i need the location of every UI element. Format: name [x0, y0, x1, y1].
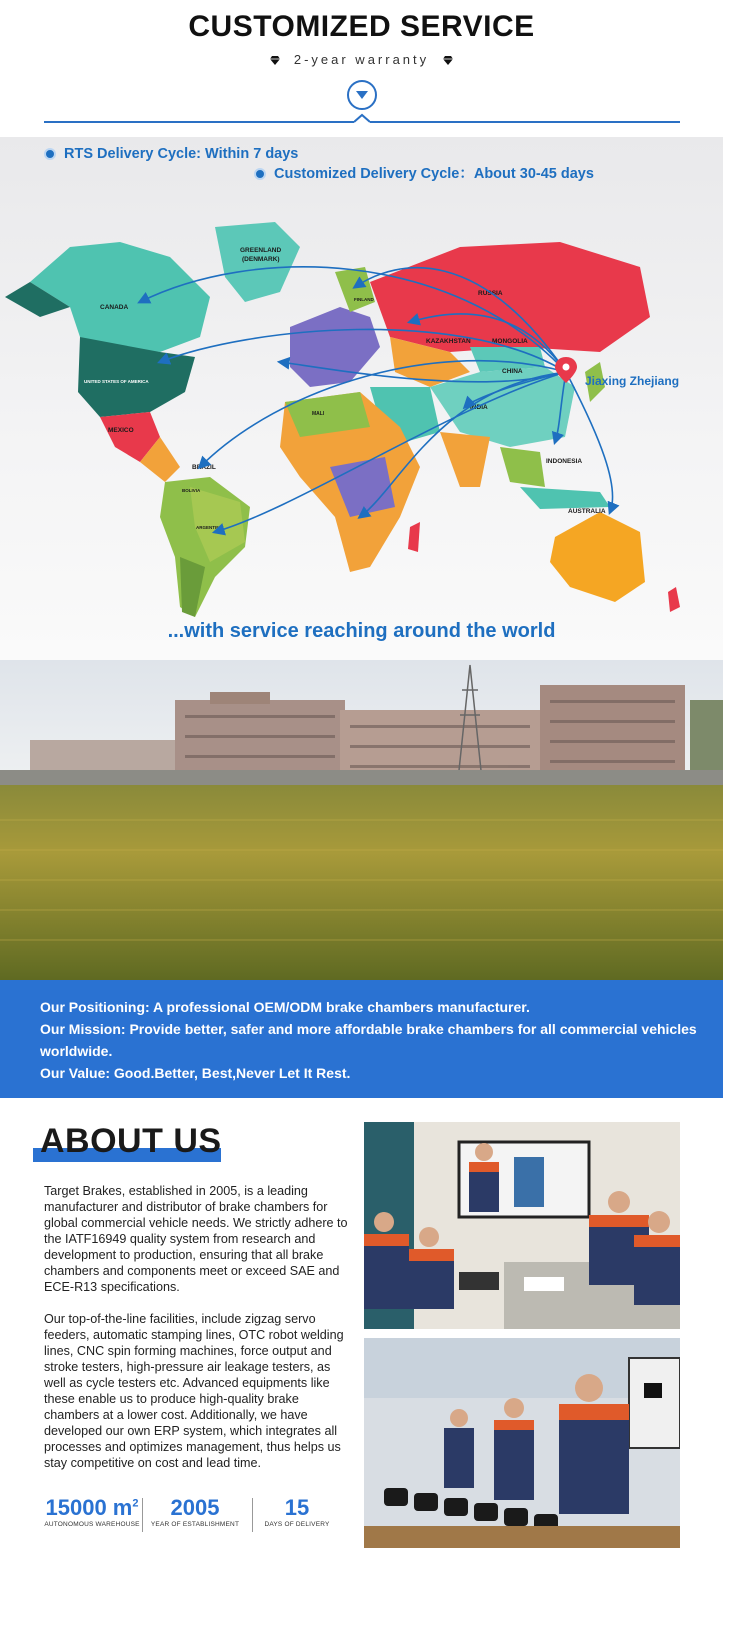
chevron-down-icon[interactable] — [347, 80, 377, 110]
label-brazil: BRAZIL — [192, 464, 216, 471]
label-russia: RUSSIA — [478, 290, 503, 297]
header-divider-right — [370, 121, 680, 123]
label-india: INDIA — [470, 404, 488, 411]
page-title: CUSTOMIZED SERVICE — [188, 10, 535, 43]
factory-photo — [0, 660, 723, 980]
stat-label: AUTONOMOUS WAREHOUSE — [44, 1521, 140, 1528]
label-kazakhstan: KAZAKHSTAN — [426, 338, 471, 345]
warranty-text: 2-year warranty — [293, 52, 430, 67]
rts-delivery-item — [44, 146, 298, 162]
label-greenland-sub: (DENMARK) — [242, 256, 280, 263]
label-mongolia: MONGOLIA — [492, 338, 528, 345]
stat-label: DAYS OF DELIVERY — [264, 1521, 330, 1528]
label-australia: AUSTRALIA — [568, 508, 606, 515]
russia-shape — [370, 242, 650, 352]
label-bolivia: BOLIVIA — [182, 488, 201, 493]
world-map-section — [0, 137, 723, 660]
mission-text: Our Mission: Provide better, safer and more affordable brake chambers for all commercial vehicles worldwide. — [40, 1021, 697, 1059]
stat-delivery — [262, 1495, 332, 1528]
header-divider-left — [44, 121, 354, 123]
tagline: ...with service reaching around the world — [167, 620, 556, 642]
label-usa: UNITED STATES OF AMERICA — [84, 379, 149, 384]
label-canada: CANADA — [100, 304, 129, 311]
about-body — [44, 1183, 354, 1487]
label-mali: MALI — [312, 411, 325, 417]
usa-shape — [78, 337, 195, 417]
custom-delivery-text: Customized Delivery Cycle：About 30-45 days — [274, 166, 594, 182]
se-asia-shape — [500, 447, 545, 487]
bullet-icon — [44, 148, 56, 160]
indonesia-shape — [520, 487, 610, 509]
custom-delivery-item — [254, 162, 594, 183]
value-text: Our Value: Good.Better, Best,Never Let It Rest. — [40, 1065, 351, 1081]
stat-value: 15 — [284, 1495, 310, 1520]
world-map — [0, 187, 723, 617]
label-argentina: ARGENTINA — [196, 525, 223, 530]
warranty-subtitle — [0, 52, 723, 67]
about-paragraph-1: Target Brakes, established in 2005, is a leading manufacturer and distributor of brake chambers for global commercial vehicle needs. We strictly adhere to the IATF16949 quality system from research and development to production, ensuring that all brake chambers and components meet or exceed SAE and ECE-R13 specifications. — [44, 1184, 348, 1294]
stat-divider — [142, 1498, 143, 1532]
europe-shape — [290, 307, 380, 387]
origin-label: Jiaxing Zhejiang — [585, 374, 680, 388]
label-mexico: MEXICO — [108, 427, 134, 434]
stat-value: 15000 m — [45, 1495, 133, 1520]
divider-notch — [354, 112, 370, 128]
stat-divider — [252, 1498, 253, 1532]
training-room-photo — [364, 1122, 680, 1329]
stat-sup: 2 — [132, 1497, 139, 1510]
new-zealand-shape — [668, 587, 680, 612]
diamond-icon — [443, 56, 453, 65]
stat-label: YEAR OF ESTABLISHMENT — [150, 1521, 240, 1528]
production-line-photo — [364, 1338, 680, 1548]
bullet-icon — [254, 168, 266, 180]
india-shape — [440, 432, 490, 487]
canada-shape — [30, 242, 210, 352]
stat-value: 2005 — [170, 1495, 220, 1520]
australia-shape — [550, 512, 645, 602]
label-china: CHINA — [502, 368, 523, 375]
madagascar-shape — [408, 522, 420, 552]
label-greenland: GREENLAND — [240, 247, 282, 254]
about-title: ABOUT US — [40, 1122, 222, 1160]
mission-band — [0, 980, 723, 1098]
stat-establishment — [150, 1495, 240, 1528]
label-indonesia: INDONESIA — [546, 458, 583, 465]
diamond-icon — [270, 56, 280, 65]
about-paragraph-2: Our top-of-the-line facilities, include zigzag servo feeders, automatic stamping lines, OTC robot welding lines, CNC spin forming machines, force output and stroke testers, high-pressure air leakage testers, as well as cycle testers etc. Advanced equipments like these enable us to produce high-quality brake chambers at a lower cost. Additionally, we have developed our own ERP system, which integrates all processes and optimizes management, thus helps us stay competitive on cost and lead time. — [44, 1312, 344, 1470]
label-finland: FINLAND — [354, 297, 374, 302]
rts-delivery-text: RTS Delivery Cycle: Within 7 days — [64, 146, 299, 162]
stat-warehouse — [40, 1495, 144, 1528]
scandinavia-shape — [335, 267, 375, 312]
positioning-text: Our Positioning: A professional OEM/ODM brake chambers manufacturer. — [40, 999, 530, 1015]
